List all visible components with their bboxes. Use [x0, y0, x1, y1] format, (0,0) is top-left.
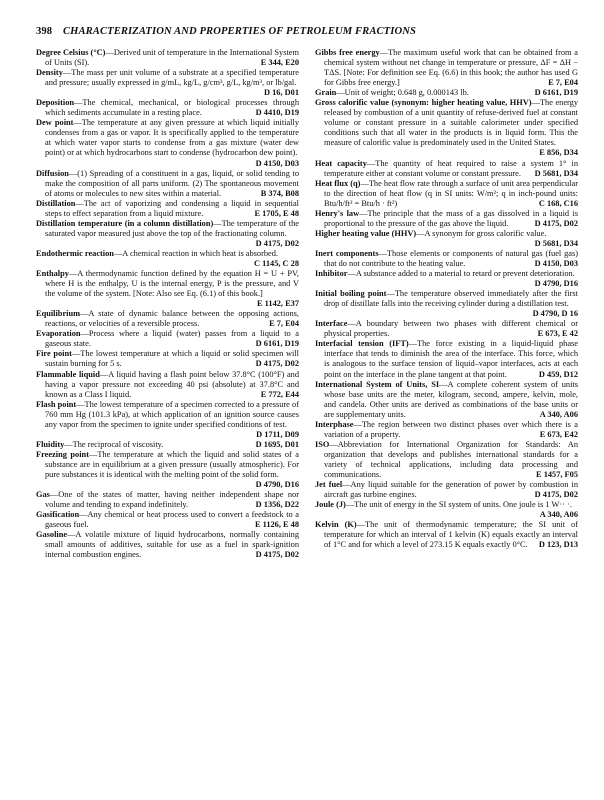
entry-standard-reference: D 4175, D02 — [255, 550, 299, 560]
entry-term: Flammable liquid — [36, 369, 100, 379]
entry-definition: —The mass per unit volume of a substrate at a specified temperature and pressure; usually expressed in g/mL, kg/L, g/cm³, g/L, kg/m³, or lb/gal. — [45, 68, 299, 88]
glossary-entry — [315, 179, 578, 209]
glossary-entry — [36, 48, 299, 68]
entry-standard-reference: D 4175, D02 — [255, 238, 299, 248]
entry-term: Distillation temperature (in a column distillation) — [36, 218, 214, 228]
glossary-entry — [36, 400, 299, 440]
entry-term: Kelvin (K) — [315, 520, 357, 530]
glossary-entry — [36, 370, 299, 400]
entry-term: Henry's law — [315, 208, 360, 218]
entry-definition: —The temperature observed immediately after the first drop of distillate falls into the receiving cylinder during a distillation test. — [324, 289, 578, 309]
entry-term: Initial boiling point — [315, 289, 387, 299]
entry-standard-reference: D 4790, D 16 — [532, 309, 578, 319]
entry-term: Fluidity — [36, 439, 65, 449]
entry-standard-reference: E 7, E04 — [548, 78, 578, 88]
entry-term: Fire point — [36, 349, 72, 359]
entry-standard-reference: E 1142, E37 — [257, 299, 299, 309]
entry-definition: —A boundary between two phases with different chemical or physical properties. — [324, 319, 578, 339]
glossary-entry — [315, 420, 578, 440]
glossary-entry — [315, 339, 578, 379]
entry-definition: —Any liquid suitable for the generation of power by combustion in aircraft gas turbine engines. — [324, 480, 579, 500]
entry-term: Gasification — [36, 510, 80, 520]
entry-definition: —A thermodynamic function defined by the equation H = U + PV, where H is the enthalpy, U is the internal energy, P is the pressure, and V the volume of the system. [Note: Also see Eq. (6.1) of this book.] — [45, 269, 299, 299]
entry-definition: —The reciprocal of viscosity. — [64, 439, 164, 449]
entry-standard-reference: D 123, D13 — [538, 540, 578, 550]
entry-definition: —Abbreviation for International Organization for Standards: An organization that develops and publishes international standards for a variety of technical applications, including data processing and communications. — [324, 439, 578, 479]
glossary-entry — [36, 440, 299, 450]
entry-standard-reference: A 340, A06 — [539, 409, 578, 419]
glossary-entry — [36, 98, 299, 118]
entry-standard-reference: D 6161, D19 — [255, 339, 299, 349]
glossary-entry — [36, 199, 299, 219]
entry-definition: —A state of dynamic balance between the opposing actions, reactions, or velocities of a reversible process. — [45, 309, 299, 329]
entry-standard-reference: D 4175, D02 — [534, 490, 578, 500]
entry-standard-reference: D 1356, D22 — [255, 500, 299, 510]
entry-definition: —Unit of weight; 0.648 g, 0.000143 lb. — [336, 88, 469, 98]
entry-definition: —A substance added to a material to retard or prevent deterioration. — [347, 269, 575, 279]
entry-definition: —One of the states of matter, having neither independent shape nor volume and tending to expand indefinitely. — [45, 490, 299, 510]
entry-standard-reference: D 4175, D02 — [255, 359, 299, 369]
entry-term: Joule (J) — [315, 500, 346, 510]
entry-standard-reference: E 344, E20 — [260, 58, 299, 68]
entry-term: Freezing point — [36, 449, 89, 459]
entry-term: Gross calorific value (synonym: higher heating value, HHV) — [315, 98, 532, 108]
entry-term: Diffusion — [36, 168, 69, 178]
glossary-entry — [315, 380, 578, 420]
entry-term: Flash point — [36, 399, 77, 409]
entry-standard-reference: E 7, E04 — [269, 319, 299, 329]
entry-definition: —Any chemical or heat process used to convert a feedstock to a gaseous fuel. — [45, 510, 299, 530]
entry-term: Gasoline — [36, 530, 68, 540]
entry-standard-reference: D 1711, D09 — [256, 429, 299, 439]
running-title: CHARACTERIZATION AND PROPERTIES OF PETROLEUM FRACTIONS — [62, 26, 416, 37]
entry-definition: —The quantity of heat required to raise a system 1° in temperature either at constant volume or constant pressure. — [324, 158, 578, 178]
entry-term: Density — [36, 68, 63, 78]
entry-definition: —Process where a liquid (water) passes from a liquid to a gaseous state. — [45, 329, 299, 349]
glossary-entry — [315, 98, 578, 158]
glossary-entry — [315, 319, 578, 339]
glossary-entry — [315, 440, 578, 480]
glossary-entry — [36, 510, 299, 530]
entry-term: Jet fuel — [315, 480, 343, 490]
entry-standard-reference: E 673, E 42 — [537, 329, 578, 339]
entry-definition: —A volatile mixture of liquid hydrocarbons, normally containing small amounts of additives, suitable for use as a fuel in spark-ignition internal combustion engines. — [45, 530, 299, 560]
glossary-entry — [315, 88, 578, 98]
glossary-entry — [36, 219, 299, 249]
entry-term: Evaporation — [36, 329, 81, 339]
entry-term: Degree Celsius (°C) — [36, 48, 106, 57]
entry-standard-reference: D 1695, D01 — [255, 439, 299, 449]
glossary-columns — [36, 48, 578, 560]
glossary-entry — [36, 249, 299, 269]
glossary-entry — [36, 169, 299, 199]
entry-term: Gas — [36, 490, 50, 500]
entry-standard-reference: D 4150, D03 — [534, 258, 578, 268]
entry-standard-reference: E 1705, E 48 — [254, 208, 299, 218]
entry-standard-reference: D 4175, D02 — [534, 218, 578, 228]
entry-definition: —The heat flow rate through a surface of unit area perpendicular to the direction of heat flow (q in SI units: W/m²; q in inch-pound units: Btu/h/ft² = Btu/h · ft²) — [324, 178, 578, 208]
entry-standard-reference: D 5681, D34 — [534, 168, 578, 178]
glossary-entry — [36, 118, 299, 168]
entry-term: Endothermic reaction — [36, 248, 114, 258]
entry-definition: —The force existing in a liquid-liquid phase interface that tends to diminish the area of the interface. This force, which is analogous to the surface tension of liquid–vapor interfaces, acts at each point on the interface in the plane tangent at that point. — [324, 339, 578, 379]
glossary-entry — [315, 209, 578, 229]
entry-term: Interphase — [315, 419, 354, 429]
left-column — [36, 48, 299, 560]
glossary-entry — [36, 349, 299, 369]
glossary-entry — [315, 500, 578, 520]
entry-standard-reference: D 5681, D34 — [534, 238, 578, 248]
glossary-entry — [315, 48, 578, 88]
entry-definition: —The energy released by combustion of a unit quantity of refuse-derived fuel at constant volume or constant pressure in a suitable calorimeter under specified conditions such that all water in the products is in liquid form. This the measure of calorific value is predominately used in the United States. — [324, 98, 579, 148]
entry-definition: —The temperature of the saturated vapor measured just above the top of the fractionating column. — [45, 218, 300, 238]
entry-definition: —The unit of thermodynamic temperature; the SI unit of temperature for which an interval of 1 kelvin (K) equals exactly an interval of 1°C and for which a level of 273.15 K equals exactly 0°C. — [324, 520, 579, 550]
entry-term: Equilibrium — [36, 309, 81, 319]
entry-standard-reference: D 4790, D16 — [534, 279, 578, 289]
page-number: 398 — [36, 26, 53, 37]
entry-term: ISO — [315, 439, 330, 449]
glossary-entry — [36, 490, 299, 510]
entry-standard-reference: E 1457, F05 — [536, 469, 578, 479]
entry-standard-reference: D 4150, D03 — [255, 158, 299, 168]
glossary-entry — [36, 68, 299, 98]
entry-definition: —A complete coherent system of units whose base units are the meter, kilogram, second, ampere, kelvin, mole, and candela. Other units are derived as combinations of the base units or are supplementary units. — [324, 379, 578, 419]
glossary-entry — [36, 450, 299, 490]
entry-term: Inert components — [315, 248, 379, 258]
running-header — [36, 26, 578, 37]
entry-definition: —The principle that the mass of a gas dissolved in a liquid is proportional to the pressure of the gas above the liquid. — [324, 208, 578, 228]
glossary-entry — [315, 269, 578, 289]
right-column — [315, 48, 578, 560]
glossary-entry — [315, 229, 578, 249]
glossary-entry — [315, 289, 578, 319]
entry-term: Inhibitor — [315, 269, 348, 279]
entry-definition: —Those elements or components of natural gas (fuel gas) that do not contribute to the heating value. — [324, 248, 578, 268]
entry-standard-reference: D 4410, D19 — [255, 108, 299, 118]
entry-standard-reference: E 673, E42 — [539, 429, 578, 439]
entry-standard-reference: D 6161, D19 — [534, 88, 578, 98]
entry-standard-reference: E 1126, E 48 — [254, 520, 299, 530]
entry-term: Distillation — [36, 198, 76, 208]
glossary-entry — [36, 530, 299, 560]
entry-standard-reference: E 772, E44 — [260, 389, 299, 399]
entry-term: International System of Units, SI — [315, 379, 440, 389]
entry-definition: —The region between two distinct phases over which there is a variation of a property. — [324, 419, 578, 439]
entry-term: Higher heating value (HHV) — [315, 228, 417, 238]
glossary-entry — [315, 520, 578, 550]
entry-standard-reference: A 340, A06 — [539, 510, 578, 520]
entry-definition: —A liquid having a flash point below 37.8°C (100°F) and having a vapor pressure not exceeding 40 psi (absolute) at 37.8°C and known as a Class I liquid. — [45, 369, 299, 399]
entry-definition: —The maximum useful work that can be obtained from a chemical system without net change in temperature or pressure, ΔF = ΔH − TΔS. [Note: For definition see Eq. (6.6) in this book; the author has used G for Gibbs free energy.] — [324, 48, 578, 88]
entry-term: Grain — [315, 88, 337, 98]
entry-term: Dew point — [36, 118, 74, 128]
entry-definition: —The temperature at any given pressure at which liquid initially condenses from a gas or vapor. It is specifically applied to the temperature at which water vapor starts to condense from a gas mixture (water dew point) or at which hydrocarbons start to condense (hydrocarbon dew point). — [45, 118, 299, 158]
entry-term: Interfacial tension (IFT) — [315, 339, 409, 349]
entry-definition: —The lowest temperature of a specimen corrected to a pressure of 760 mm Hg (101.3 kPa), at which application of an ignition source causes any vapor from the specimen to ignite under specified conditions of test. — [45, 399, 299, 429]
entry-definition: —(1) Spreading of a constituent in a gas, liquid, or solid tending to make the composition of all parts uniform. (2) The spontaneous movement of atoms or molecules to new sites within a material. — [45, 168, 299, 198]
glossary-entry — [315, 480, 578, 500]
entry-definition: —The chemical, mechanical, or biological processes through which sediments accumulate in a resting place. — [45, 98, 299, 118]
entry-standard-reference: D 459, D12 — [538, 369, 578, 379]
glossary-entry — [315, 159, 578, 179]
entry-standard-reference: D 16, D01 — [264, 88, 299, 98]
entry-definition: —The unit of energy in the SI system of units. One joule is 1 W·· ·. — [345, 500, 572, 510]
entry-term: Interface — [315, 319, 348, 329]
glossary-entry — [36, 329, 299, 349]
entry-term: Gibbs free energy — [315, 48, 380, 57]
entry-term: Deposition — [36, 98, 75, 108]
entry-standard-reference: B 374, B08 — [260, 188, 299, 198]
entry-term: Heat flux (q) — [315, 178, 361, 188]
entry-definition: —The lowest temperature at which a liquid or solid specimen will sustain burning for 5 s. — [45, 349, 299, 369]
entry-term: Heat capacity — [315, 158, 367, 168]
entry-standard-reference: C 1145, C 28 — [254, 258, 299, 268]
entry-standard-reference: E 856, D34 — [539, 148, 578, 158]
entry-standard-reference: D 4790, D16 — [255, 480, 299, 490]
entry-definition: —The temperature at which the liquid and solid states of a substance are in equilibrium at a given pressure (usually atmospheric). For pure substances it is identical with the melting point of the solid form. — [45, 449, 300, 479]
glossary-entry — [36, 269, 299, 309]
entry-definition: —A synonym for gross calorific value. — [416, 228, 547, 238]
entry-definition: —Derived unit of temperature in the International System of Units (SI). — [45, 48, 299, 68]
entry-definition: —The act of vaporizing and condensing a liquid in sequential steps to effect separation from a liquid mixture. — [45, 198, 299, 218]
entry-standard-reference: C 168, C16 — [538, 198, 578, 208]
glossary-entry — [36, 309, 299, 329]
entry-definition: —A chemical reaction in which heat is absorbed. — [113, 248, 278, 258]
glossary-entry — [315, 249, 578, 269]
entry-term: Enthalpy — [36, 269, 69, 279]
